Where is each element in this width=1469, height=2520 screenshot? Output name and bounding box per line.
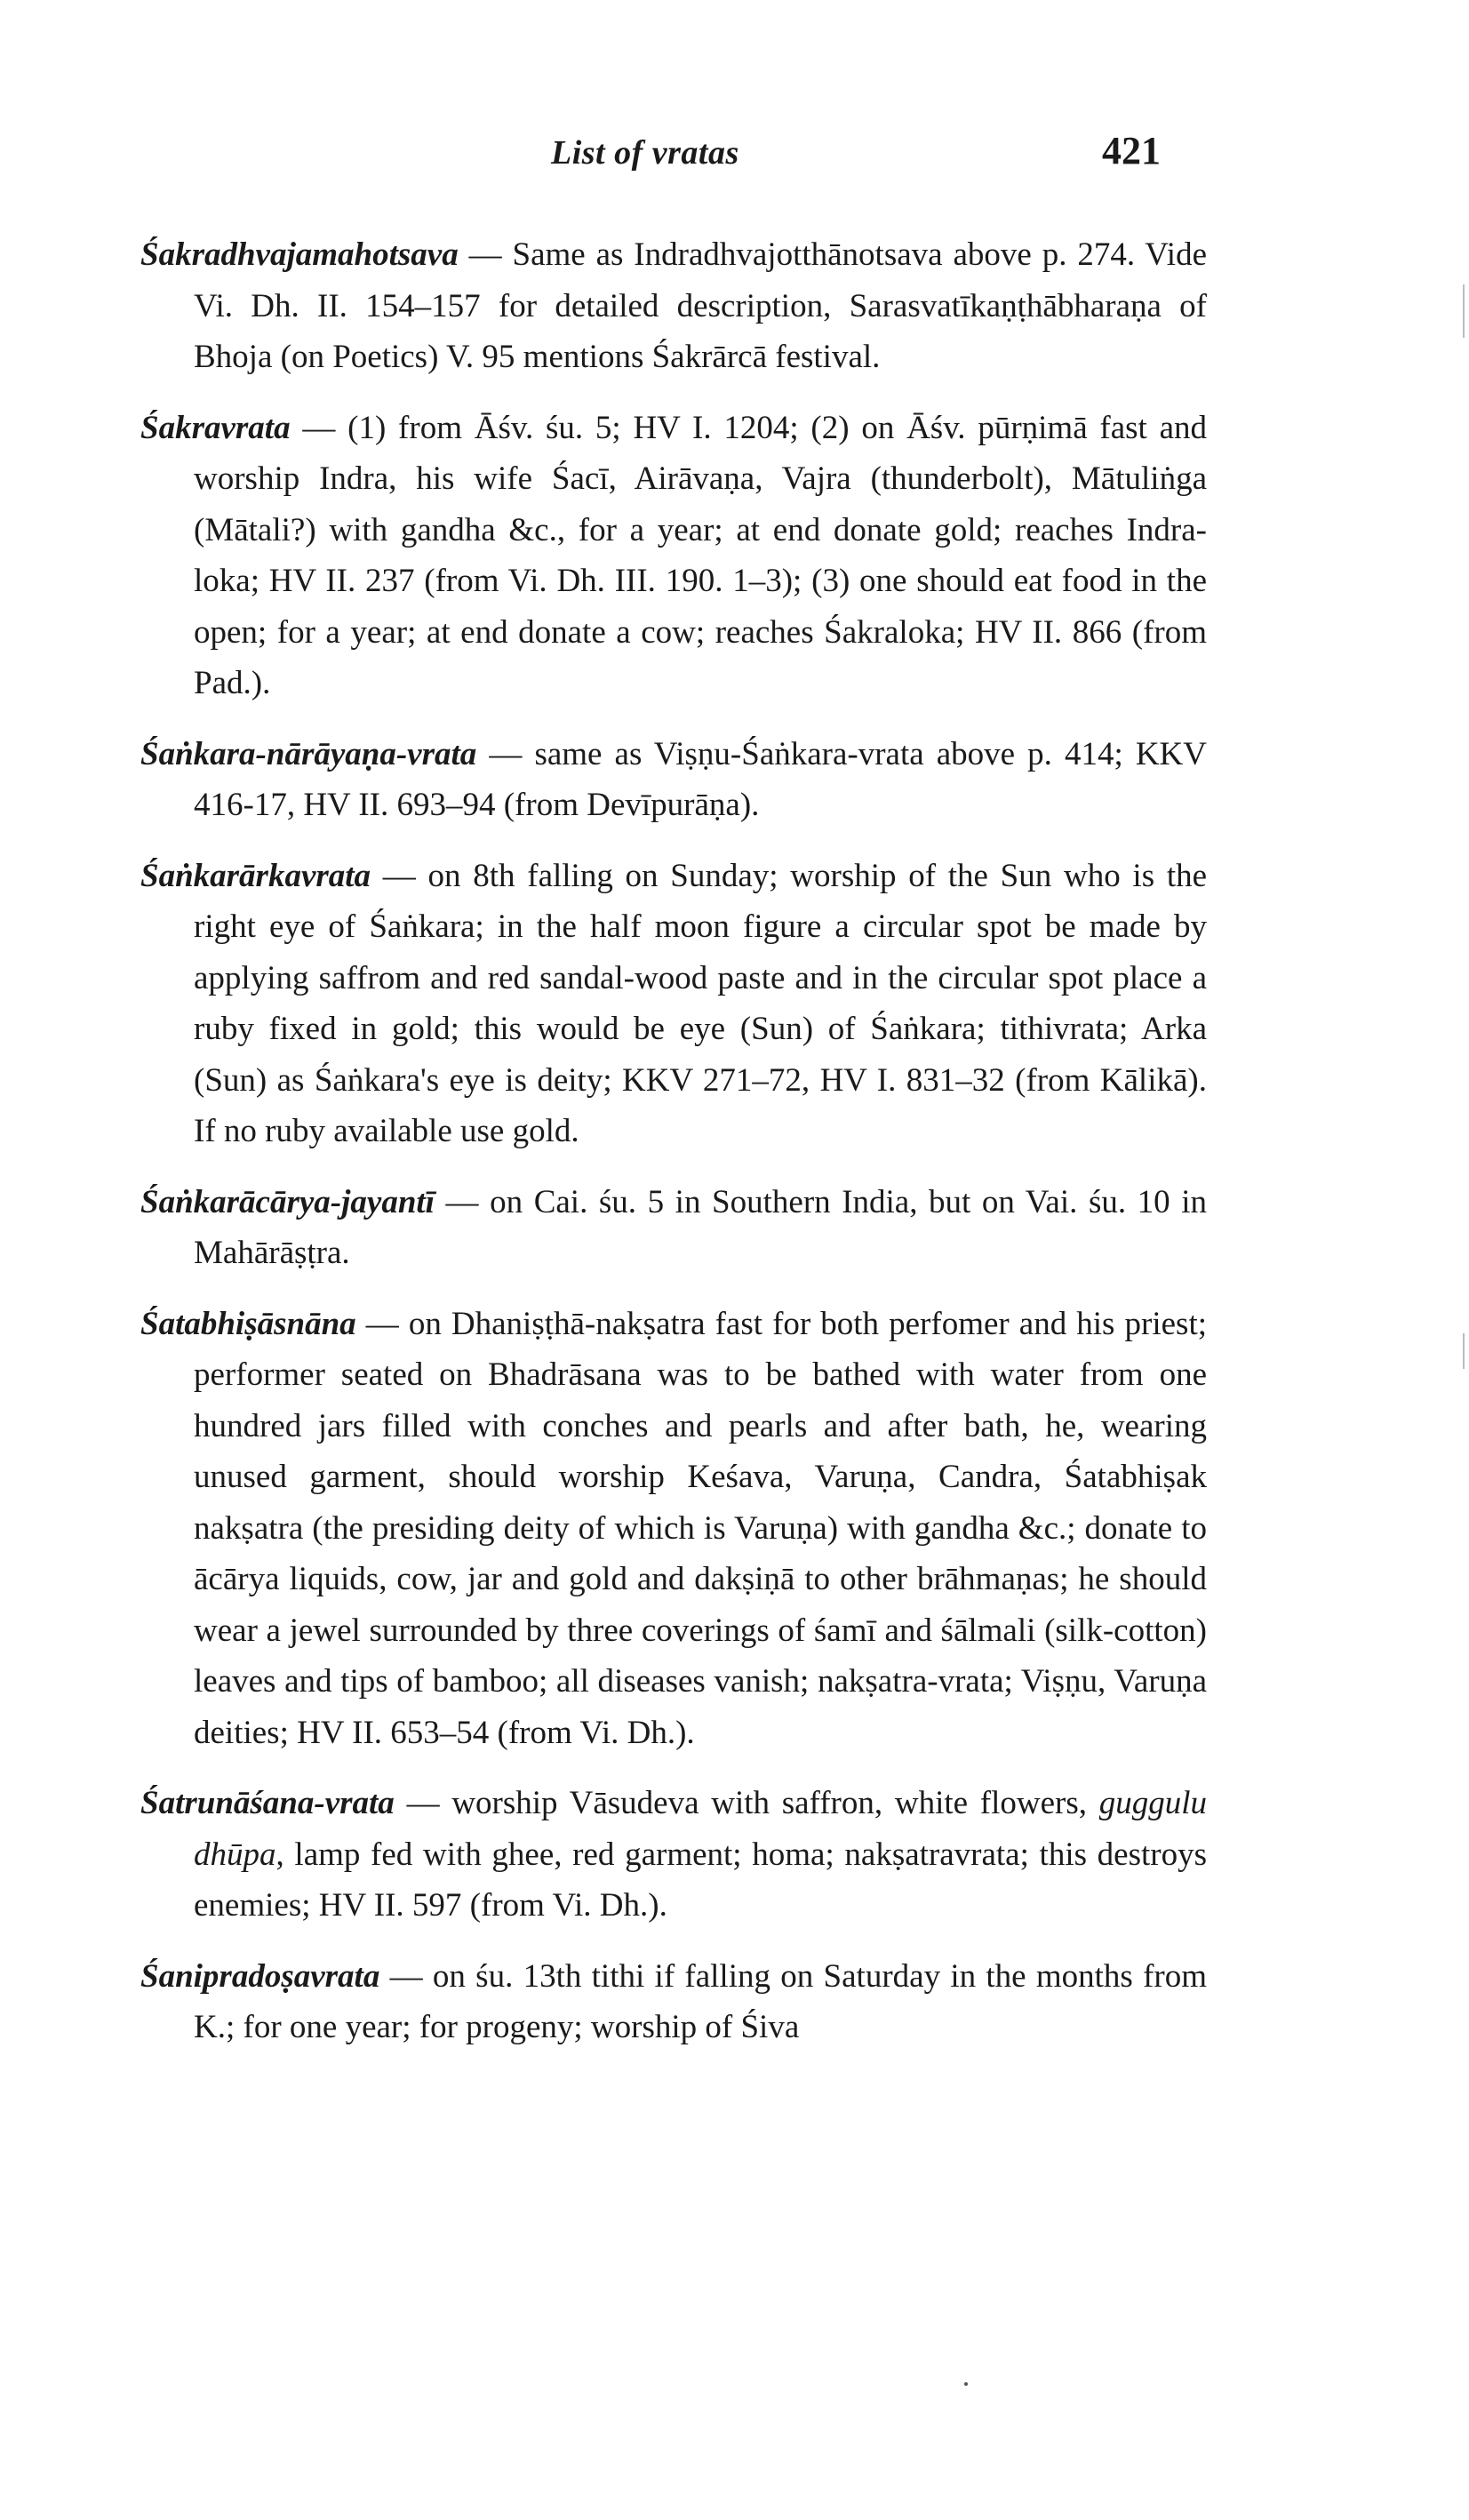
- entry-satrunasana-vrata: [140, 1778, 1207, 1932]
- entry-headword: Śakradhvajamahotsava: [140, 236, 459, 273]
- entry-headword: Śatrunāśana-vrata: [140, 1785, 395, 1821]
- entry-text-lead: worship Vāsudeva with saffron, white flowers,: [451, 1785, 1099, 1821]
- entry-text: (1) from Āśv. śu. 5; HV I. 1204; (2) on Āśv. pūrṇimā fast and worship Indra, his wife Śacī, Airāvaṇa, Vajra (thunderbolt), Mātuliṅga (Mātali?) with gandha &c., for a year; at end donate gold; reaches Indra-loka; HV II. 237 (from Vi. Dh. III. 190. 1–3); (3) one should eat food in the open; for a year; at end donate a cow; reaches Śakraloka; HV II. 866 (from Pad.).: [194, 409, 1208, 701]
- entry-text: Same as Indradhvajotthānotsava above p. 274. Vide Vi. Dh. II. 154–157 for detailed description, Sarasvatīkaṇṭhābharaṇa of Bhoja (on Poetics) V. 95 mentions Śakrārcā festival.: [194, 236, 1207, 375]
- entry-headword: Śaṅkara-nārāyaṇa-vrata: [140, 735, 477, 772]
- entry-text: same as Viṣṇu-Śaṅkara-vrata above p. 414; KKV 416-17, HV II. 693–94 (from Devīpurāṇa).: [194, 735, 1208, 823]
- entry-headword: Śanipradoṣavrata: [140, 1957, 380, 1995]
- entry-dash: —: [406, 1785, 440, 1821]
- entry-sankara-narayana-vrata: [140, 729, 1207, 831]
- entry-text: on śu. 13th tithi if falling on Saturday in the months from K.; for one year; for progeny; worship of Śiva: [194, 1957, 1208, 2045]
- page-speck: [964, 2382, 968, 2386]
- entry-dash: —: [489, 735, 523, 772]
- entry-text: on 8th falling on Sunday; worship of the Sun who is the right eye of Śaṅkara; in the half moon figure a circular spot be made by applying saffrom and red sandal-wood paste and in the circular spot place a ruby fixed in gold; this would be eye (Sun) of Śaṅkara; tithivrata; Arka (Sun) as Śaṅkara's eye is deity; KKV 271–72, HV I. 831–32 (from Kālikā). If no ruby available use gold.: [194, 857, 1208, 1149]
- entry-text: , lamp fed with ghee, red garment; homa; nakṣatravrata; this destroys enemies; HV II. 597 (from Vi. Dh.).: [194, 1836, 1207, 1924]
- entry-sanipradosavrata: [140, 1951, 1207, 2053]
- entry-dash: —: [382, 857, 416, 894]
- entry-text: on Dhaniṣṭhā-nakṣatra fast for both perfomer and his priest; performer seated on Bhadrāsana was to be bathed with water from one hundred jars filled with conches and pearls and after bath, he, wearing unused garment, should worship Keśava, Varuṇa, Candra, Śatabhiṣak nakṣatra (the presiding deity of which is Varuṇa) with gandha &c.; donate to ācārya liquids, cow, jar and gold and dakṣiṇā to other brāhmaṇas; he should wear a jewel surrounded by three coverings of śamī and śālmali (silk-cotton) leaves and tips of bamboo; all diseases vanish; nakṣatra-vrata; Viṣṇu, Varuṇa deities; HV II. 653–54 (from Vi. Dh.).: [194, 1305, 1208, 1751]
- scan-edge-mark: [1463, 1333, 1465, 1369]
- entry-sakravrata: [140, 403, 1207, 709]
- entry-italic-term: guggulu dhūpa: [194, 1785, 1208, 1873]
- scan-edge-mark: [1463, 284, 1465, 338]
- entry-sakradhvajamahotsava: [140, 229, 1207, 383]
- entry-sankararkavrata: [140, 851, 1207, 1157]
- entry-satabhisasnana: [140, 1299, 1207, 1759]
- page-number: 421: [1102, 129, 1161, 172]
- entry-headword: Śakravrata: [140, 409, 291, 446]
- entry-dash: —: [365, 1305, 399, 1342]
- entry-list: [140, 229, 1207, 2073]
- running-title: List of vratas: [551, 134, 739, 172]
- entry-headword: Śaṅkarācārya-jayantī: [140, 1183, 435, 1220]
- entry-dash: —: [302, 409, 336, 446]
- entry-dash: —: [468, 236, 502, 273]
- running-head: [0, 129, 1469, 187]
- entry-sankaracarya-jayanti: [140, 1177, 1207, 1279]
- entry-text: on Cai. śu. 5 in Southern India, but on Vai. śu. 10 in Mahārāṣṭra.: [194, 1183, 1208, 1271]
- entry-headword: Śaṅkarārkavrata: [140, 857, 371, 894]
- entry-headword: Śatabhiṣāsnāna: [140, 1305, 356, 1342]
- entry-dash: —: [389, 1957, 423, 1995]
- entry-dash: —: [445, 1183, 479, 1220]
